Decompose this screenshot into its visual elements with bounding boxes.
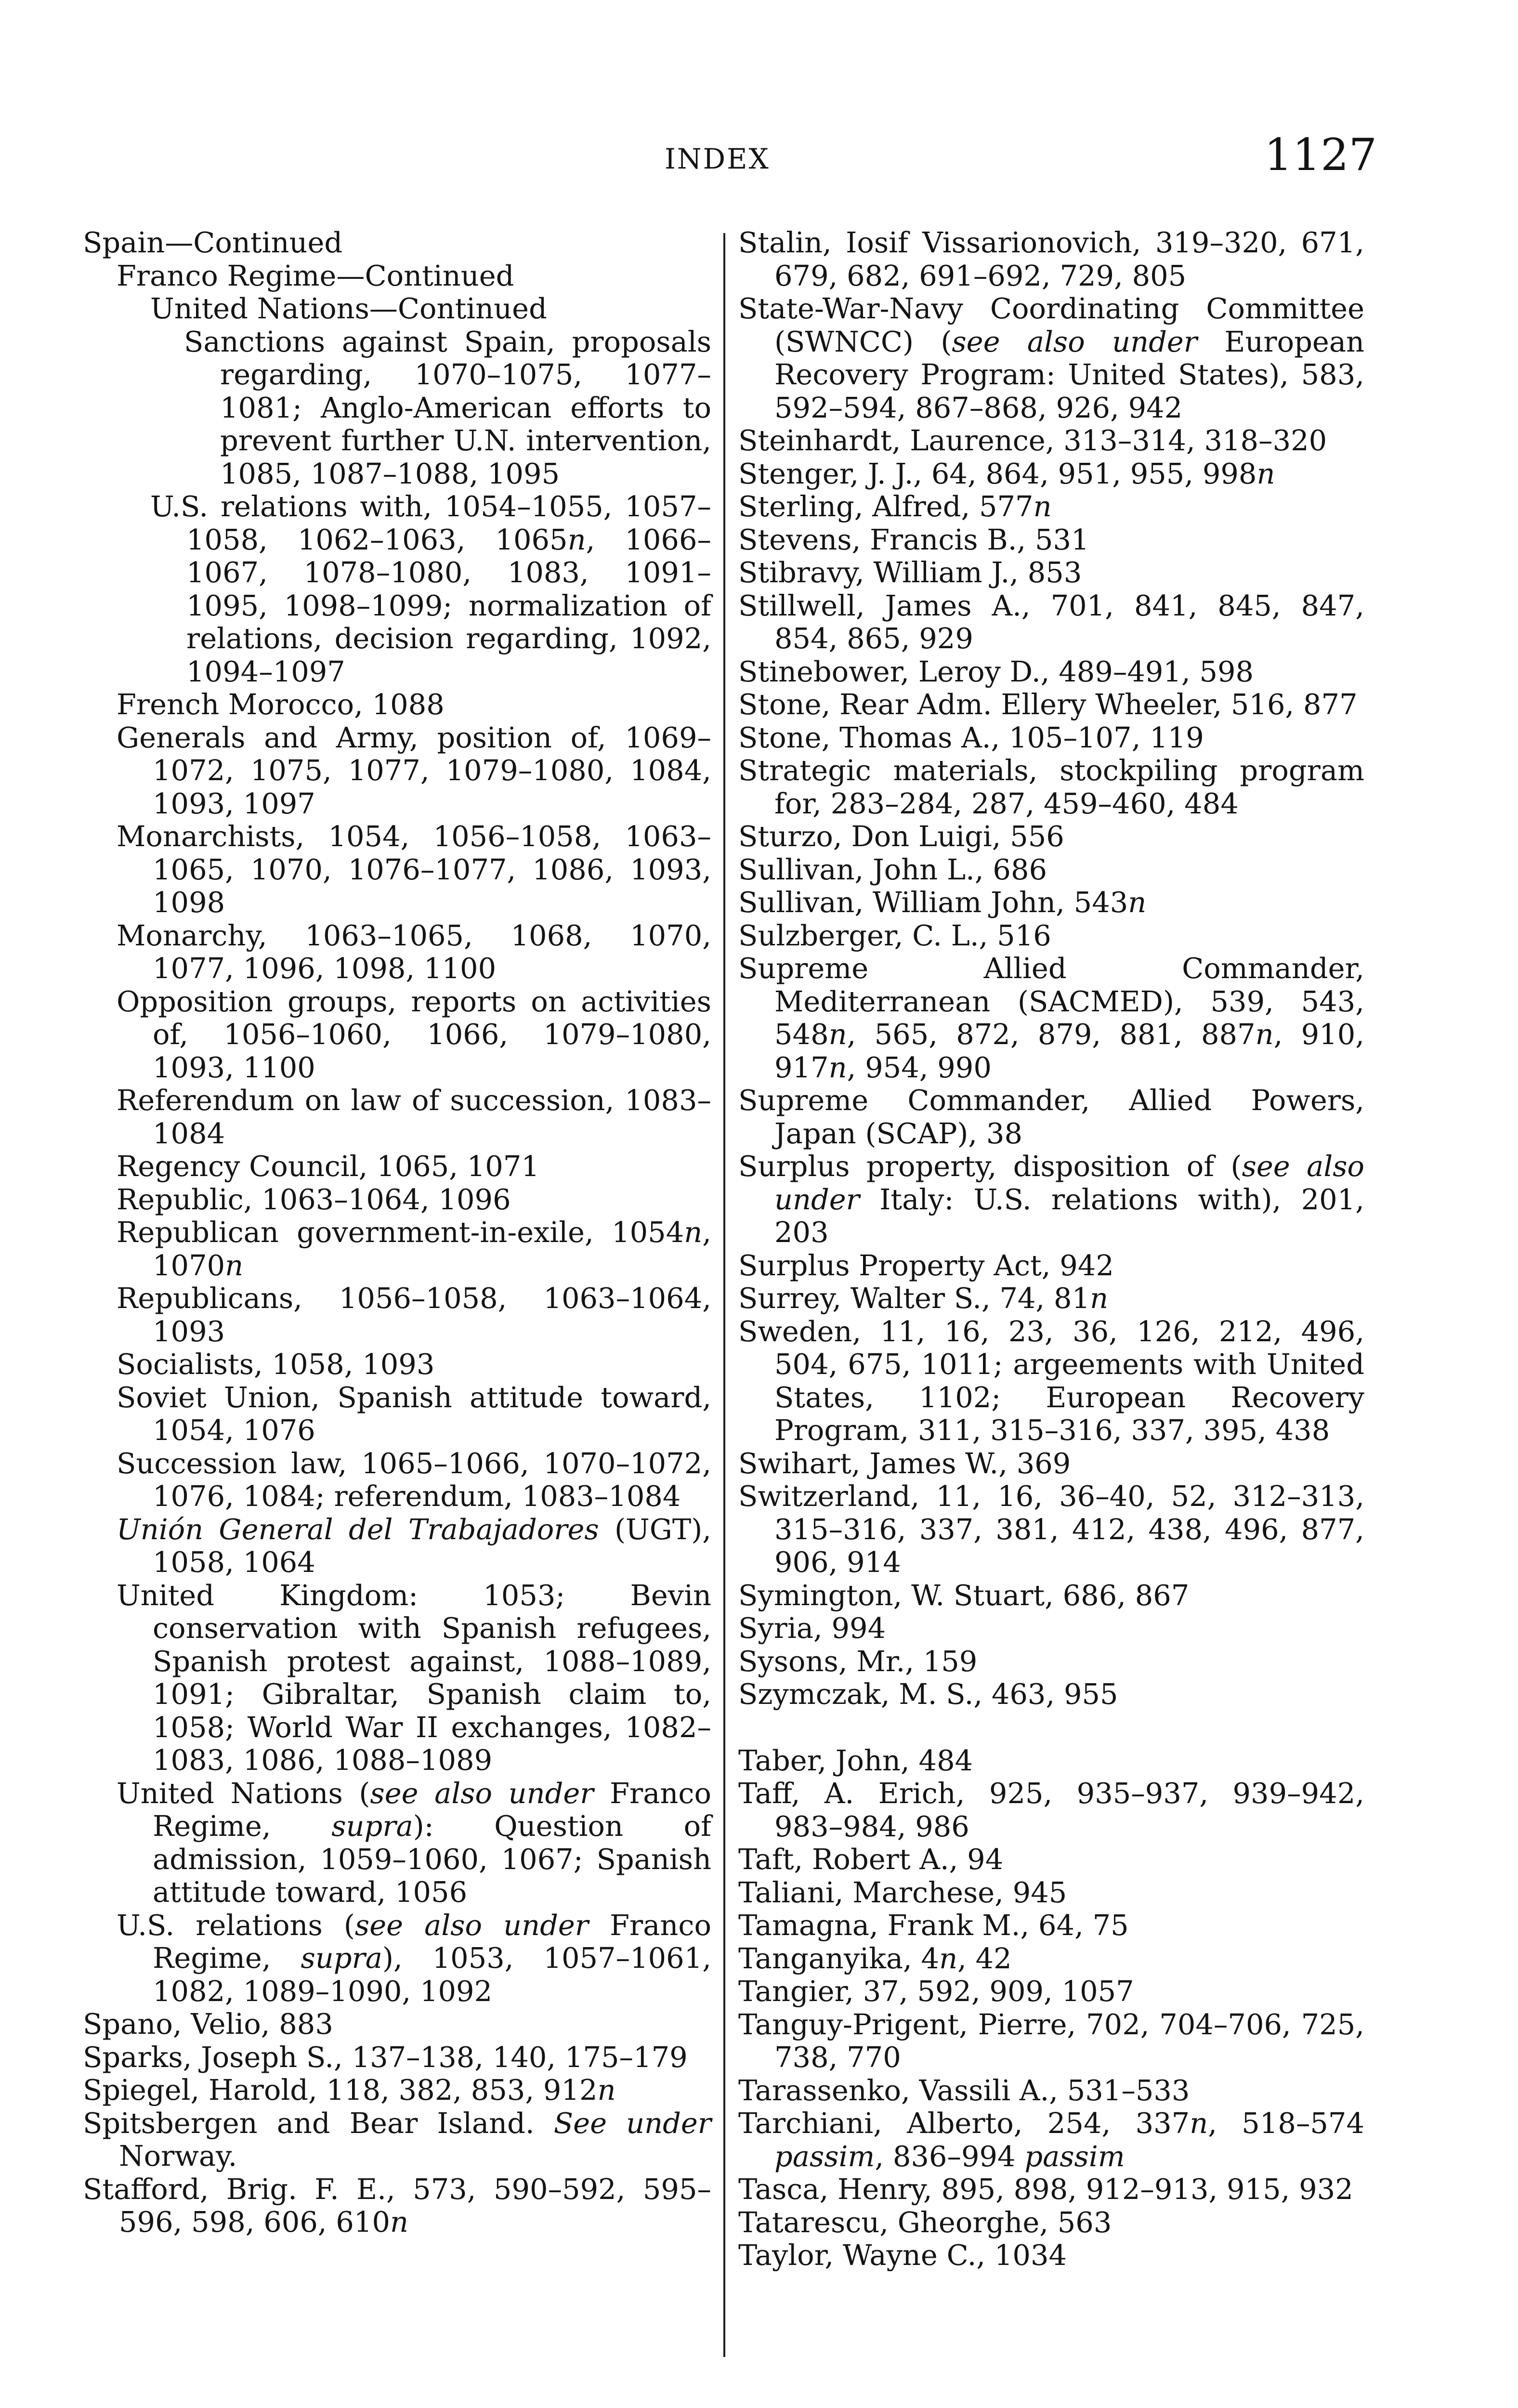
index-entry: Strategic materials, stockpiling program for, 283–284, 287, 459–460, 484 <box>738 754 1364 820</box>
index-entry: Tamagna, Frank M., 64, 75 <box>738 1909 1129 1942</box>
index-entry: Stillwell, James A., 701, 841, 845, 847, 854, 865, 929 <box>738 589 1364 655</box>
index-entry: Stone, Thomas A., 105–107, 119 <box>738 720 1204 754</box>
page-number: 1127 <box>1264 129 1377 181</box>
index-entry: Sullivan, John L., 686 <box>738 852 1047 886</box>
index-entry: Spiegel, Harold, 118, 382, 853, 912n <box>83 2073 616 2107</box>
index-entry: Symington, W. Stuart, 686, 867 <box>738 1578 1190 1612</box>
index-entry: Switzerland, 11, 16, 36–40, 52, 312–313, 315–316, 337, 381, 412, 438, 496, 877, 906, 914 <box>738 1479 1364 1579</box>
index-entry: French Morocco, 1088 <box>117 688 445 721</box>
index-entry: Sulzberger, C. L., 516 <box>738 918 1051 952</box>
index-entry: Surrey, Walter S., 74, 81n <box>738 1282 1109 1315</box>
index-entry: Taff, A. Erich, 925, 935–937, 939–942, 983–984, 986 <box>738 1777 1364 1843</box>
index-entry: Succession law, 1065–1066, 1070–1072, 1076, 1084; referendum, 1083–1084 <box>117 1446 711 1513</box>
index-entry: Referendum on law of succession, 1083–1084 <box>117 1084 711 1150</box>
index-entry: Spain—Continued <box>83 226 343 259</box>
index-entry: Generals and Army, position of, 1069–1072, 1075, 1077, 1079–1080, 1084, 1093, 1097 <box>117 720 711 820</box>
index-entry: Regency Council, 1065, 1071 <box>117 1150 539 1183</box>
column-divider <box>723 233 725 2357</box>
letter-group-gap <box>738 1711 1364 1744</box>
index-entry: Tanguy-Prigent, Pierre, 702, 704–706, 725, 738, 770 <box>738 2007 1364 2074</box>
index-entry: Republic, 1063–1064, 1096 <box>117 1182 511 1216</box>
index-entry: U.S. relations (see also under Franco Regime, supra), 1053, 1057–1061, 1082, 1089–1090, 1092 <box>117 1908 711 2008</box>
index-entry: Surplus Property Act, 942 <box>738 1248 1114 1282</box>
index-entry: Sullivan, William John, 543n <box>738 886 1147 919</box>
index-entry: United Kingdom: 1053; Bevin conservation with Spanish refugees, Spanish protest against, 1088–1089, 1091; Gibraltar, Spanish claim to, 1058; World War II exchanges, 1082–1083, 1086, 1088–1089 <box>117 1578 711 1777</box>
index-entry: Stone, Rear Adm. Ellery Wheeler, 516, 877 <box>738 688 1358 721</box>
index-entry: Socialists, 1058, 1093 <box>117 1348 435 1381</box>
index-entry: Tarassenko, Vassili A., 531–533 <box>738 2073 1190 2107</box>
index-entry: Republicans, 1056–1058, 1063–1064, 1093 <box>117 1282 711 1348</box>
index-entry: Unión General del Trabajadores (UGT), 1058, 1064 <box>117 1512 711 1579</box>
index-entry: Taft, Robert A., 94 <box>738 1843 1004 1876</box>
index-entry: Taliani, Marchese, 945 <box>738 1875 1067 1909</box>
index-entry: Franco Regime—Continued <box>117 259 514 292</box>
index-entry: Sweden, 11, 16, 23, 36, 126, 212, 496, 504, 675, 1011; argeements with United States, 1102; European Recovery Program, 311, 315–316, 337, 395, 438 <box>738 1314 1364 1447</box>
index-entry: Tasca, Henry, 895, 898, 912–913, 915, 932 <box>738 2172 1353 2206</box>
index-entry: Sturzo, Don Luigi, 556 <box>738 820 1064 853</box>
index-entry: Stinebower, Leroy D., 489–491, 598 <box>738 654 1254 688</box>
index-entry: Syria, 994 <box>738 1611 886 1645</box>
index-entry: Spano, Velio, 883 <box>83 2007 333 2041</box>
index-entry: Szymczak, M. S., 463, 955 <box>738 1677 1118 1711</box>
index-entry: State-War-Navy Coordinating Committee (SWNCC) (see also under European Recovery Program: United States), 583, 592–594, 867–868, 926, 942 <box>738 292 1365 424</box>
index-entry: Stenger, J. J., 64, 864, 951, 955, 998n <box>738 457 1275 490</box>
index-entry: Stibravy, William J., 853 <box>738 556 1082 589</box>
index-entry: Stevens, Francis B., 531 <box>738 523 1089 556</box>
index-entry: Surplus property, disposition of (see also under Italy: U.S. relations with), 201, 203 <box>738 1150 1364 1249</box>
index-entry: Sterling, Alfred, 577n <box>738 490 1052 523</box>
index-entry: Sparks, Joseph S., 137–138, 140, 175–179 <box>83 2040 688 2074</box>
index-entry: Stafford, Brig. F. E., 573, 590–592, 595–596, 598, 606, 610n <box>83 2172 711 2238</box>
index-entry: Supreme Allied Commander, Mediterranean (SACMED), 539, 543, 548n, 565, 872, 879, 881, 887n, 910, 917n, 954, 990 <box>738 952 1364 1084</box>
index-entry: Tangier, 37, 592, 909, 1057 <box>738 1975 1134 2008</box>
index-entry: Steinhardt, Laurence, 313–314, 318–320 <box>738 424 1327 457</box>
index-entry: Tanganyika, 4n, 42 <box>738 1941 1012 1975</box>
index-entry: Spitsbergen and Bear Island. See under Norway. <box>83 2106 712 2172</box>
index-column-right <box>738 226 1364 2272</box>
index-entry: Tatarescu, Gheorghe, 563 <box>738 2205 1112 2239</box>
index-entry: Taylor, Wayne C., 1034 <box>738 2238 1067 2272</box>
index-entry: Sanctions against Spain, proposals regarding, 1070–1075, 1077–1081; Anglo-American efforts to prevent further U.N. intervention, 1085, 1087–1088, 1095 <box>184 325 711 490</box>
index-entry: United Nations (see also under Franco Regime, supra): Question of admission, 1059–1060, 1067; Spanish attitude toward, 1056 <box>117 1776 711 1909</box>
running-head-title: INDEX <box>665 143 770 175</box>
index-entry: Republican government-in-exile, 1054n, 1070n <box>117 1216 711 1282</box>
index-entry: Taber, John, 484 <box>738 1743 973 1777</box>
index-entry: Opposition groups, reports on activities of, 1056–1060, 1066, 1079–1080, 1093, 1100 <box>117 984 711 1084</box>
index-entry: Soviet Union, Spanish attitude toward, 1054, 1076 <box>117 1380 711 1447</box>
index-entry: Swihart, James W., 369 <box>738 1446 1071 1480</box>
index-entry: United Nations—Continued <box>150 292 547 325</box>
index-entry: Supreme Commander, Allied Powers, Japan (SCAP), 38 <box>738 1084 1364 1150</box>
index-entry: Monarchists, 1054, 1056–1058, 1063–1065, 1070, 1076–1077, 1086, 1093, 1098 <box>117 820 711 919</box>
index-entry: U.S. relations with, 1054–1055, 1057–1058, 1062–1063, 1065n, 1066–1067, 1078–1080, 1083, 1091–1095, 1098–1099; normalization of relations, decision regarding, 1092, 1094–1097 <box>150 490 711 688</box>
index-column-left <box>83 226 711 2239</box>
index-entry: Sysons, Mr., 159 <box>738 1644 978 1678</box>
index-entry: Stalin, Iosif Vissarionovich, 319–320, 671, 679, 682, 691–692, 729, 805 <box>738 226 1364 292</box>
index-entry: Tarchiani, Alberto, 254, 337n, 518–574 passim, 836–994 passim <box>738 2107 1364 2173</box>
index-entry: Monarchy, 1063–1065, 1068, 1070, 1077, 1096, 1098, 1100 <box>117 918 711 985</box>
